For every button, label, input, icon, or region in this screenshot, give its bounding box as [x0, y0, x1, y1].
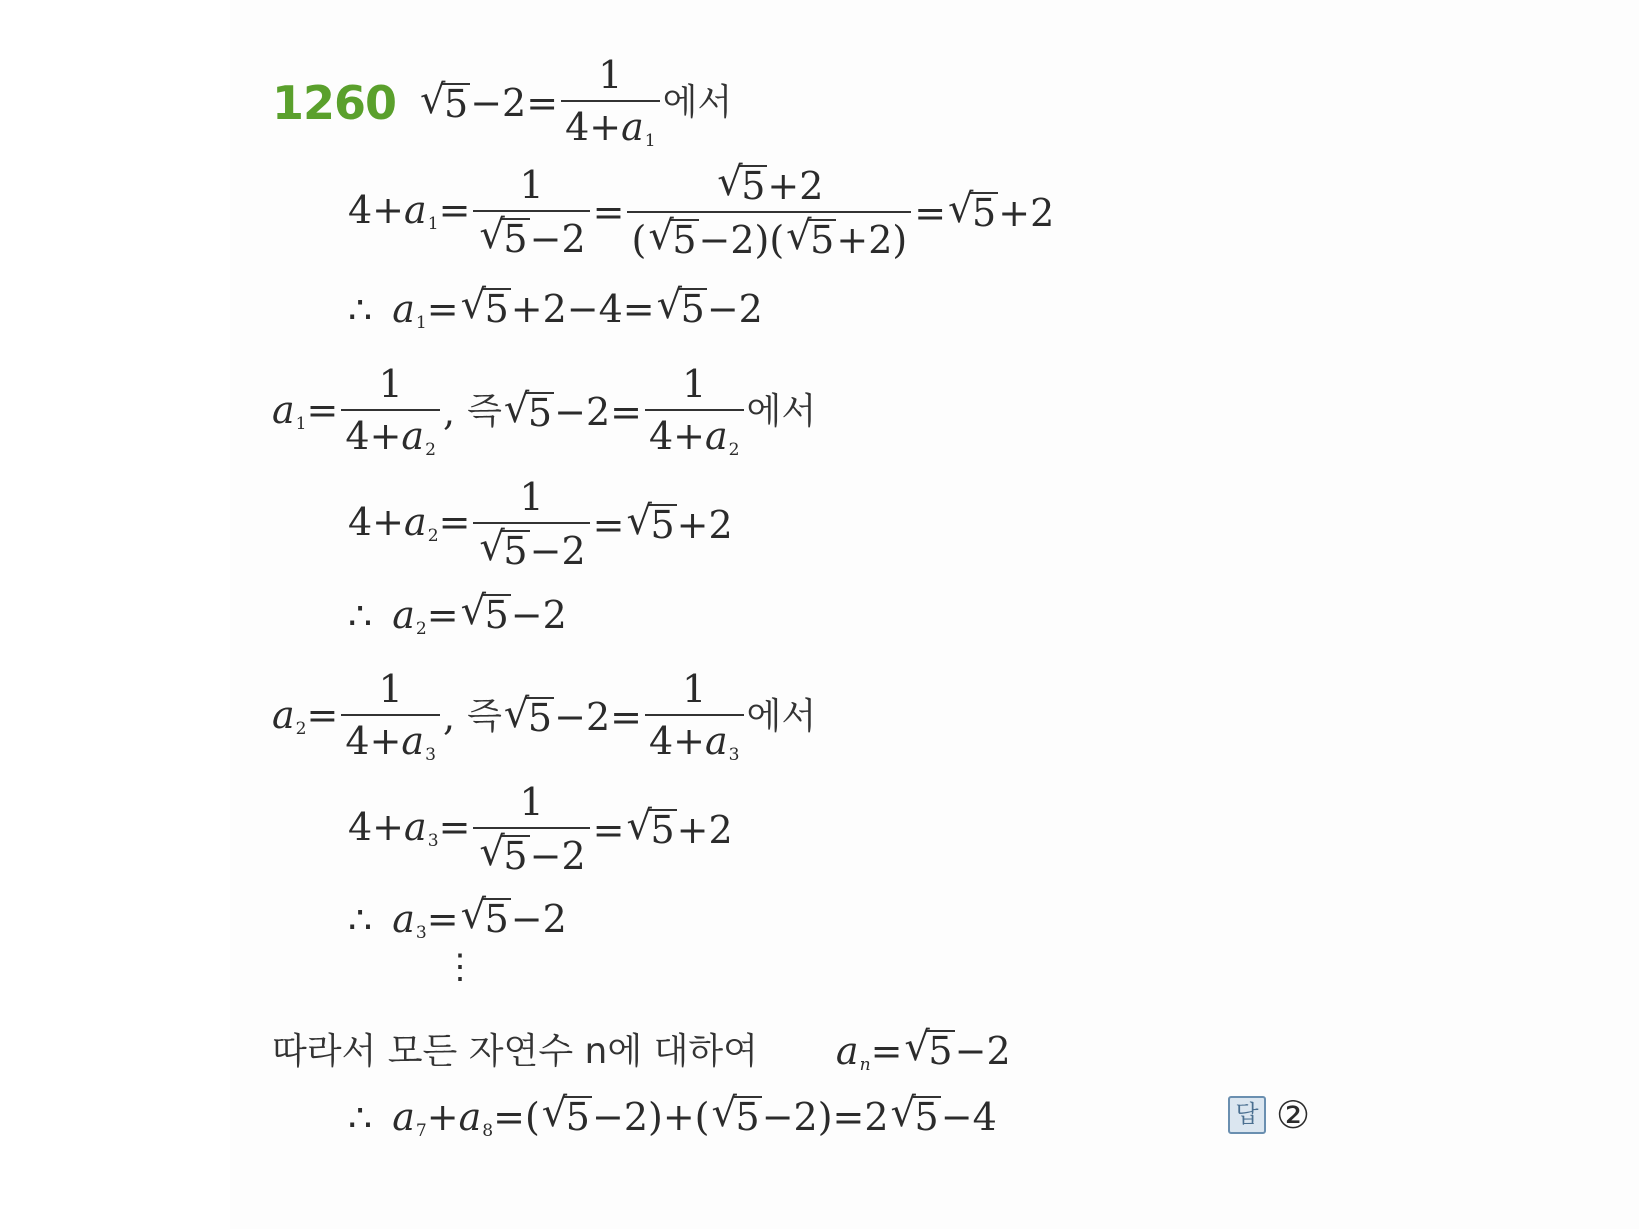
line-6: ∴ $a_2=√$ 5−2 — [348, 594, 567, 638]
korean-jeuk: 즉 — [467, 696, 502, 738]
line-7: $a_2=$ $\frac{1}{4+a_3}$ , 즉 √ 5 −2= $\frac{1}{4+a_3}$ 에서 — [272, 670, 816, 764]
solution-page — [230, 0, 1639, 1229]
conclusion-text: 따라서 모든 자연수 n에 대하여 — [272, 1031, 758, 1073]
line-8: $4+a_3=$ 1 √ 5−2 =√ 5+2 — [348, 783, 733, 875]
fraction: 1 √ 5−2 — [473, 478, 589, 570]
korean-eonseo: 에서 — [662, 82, 733, 124]
fraction: 1 √ 5−2 — [473, 783, 589, 875]
korean-eonseo: 에서 — [746, 696, 817, 738]
therefore-symbol: ∴ — [348, 594, 373, 639]
line-5: $4+a_2=$ 1 √ 5−2 =√ 5+2 — [348, 478, 733, 570]
line-4: $a_1=$ $\frac{1}{4+a_2}$ , 즉 √ 5 −2= $\frac{1}{4+a_2}$ 에서 — [272, 365, 816, 459]
line-3: ∴ $a_1=√$ 5+2−4=√ 5−2 — [348, 288, 763, 332]
therefore-symbol: ∴ — [348, 288, 373, 333]
line-1: 1260 √ 5 −2= $\frac{1}{4+a_1}$ 에서 — [272, 56, 732, 150]
fraction: $\frac{1}{4+a_3}$ — [645, 670, 744, 764]
vertical-ellipsis: ⋮ — [443, 947, 477, 987]
problem-number: 1260 — [272, 76, 397, 131]
korean-jeuk: 즉 — [467, 391, 502, 433]
fraction: $\frac{1}{4+a_3}$ — [341, 670, 440, 764]
therefore-symbol: ∴ — [348, 1096, 373, 1141]
answer-value: ② — [1276, 1093, 1311, 1137]
line-9: ∴ $a_3=√$ 5−2 — [348, 898, 567, 942]
answer — [1228, 1093, 1311, 1137]
korean-eonseo: 에서 — [746, 391, 817, 433]
fraction: $\frac{1}{4+a_1}$ — [561, 56, 660, 150]
therefore-symbol: ∴ — [348, 898, 373, 943]
line-2: $4+a_1=$ 1 √ 5−2 = √ $\frac{5+2}{(√ 5-2)(√ 5+2)}$ =√ 5+2 — [348, 165, 1054, 259]
fraction: $\frac{1}{4+a_2}$ — [341, 365, 440, 459]
line-10: 따라서 모든 자연수 n에 대하여 $a_n=√$ 5−2 — [272, 1030, 1011, 1074]
fraction: $\frac{1}{4+a_2}$ — [645, 365, 744, 459]
sqrt-5: √ 5 — [420, 83, 470, 123]
fraction: 1 √ 5−2 — [473, 166, 589, 258]
line-11: ∴ $a_7+a_8=(√$ 5−2)+(√ 5−2)=2√ 5−4 — [348, 1096, 997, 1140]
answer-badge: 답 — [1228, 1096, 1266, 1134]
fraction: √ $\frac{5+2}{(√ 5-2)(√ 5+2)}$ — [627, 165, 911, 259]
